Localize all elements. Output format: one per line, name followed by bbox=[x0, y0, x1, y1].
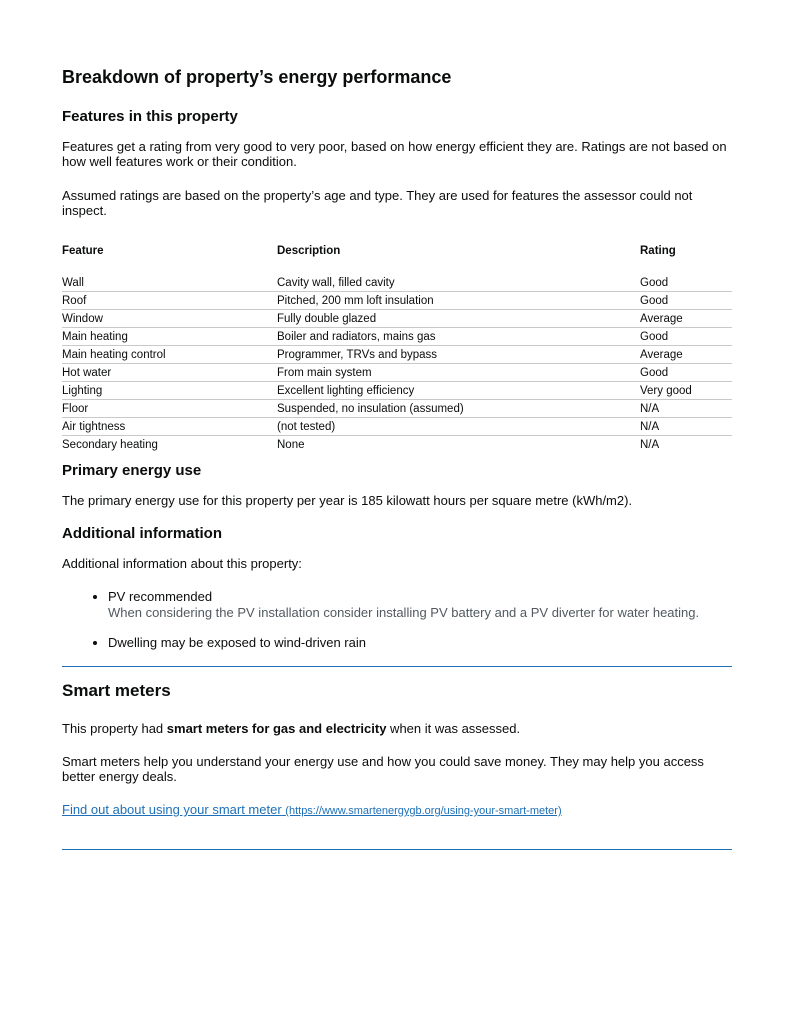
rating-cell: Good bbox=[640, 364, 732, 382]
description-cell: Suspended, no insulation (assumed) bbox=[277, 400, 640, 418]
features-intro-paragraph: Features get a rating from very good to very poor, based on how energy efficient they are. Ratings are not based on how well features work or their condition. bbox=[62, 139, 727, 169]
list-item bbox=[108, 635, 732, 650]
smart-meter-link[interactable] bbox=[62, 802, 562, 817]
table-row bbox=[62, 436, 732, 454]
list-item-text: PV recommended bbox=[108, 589, 213, 604]
rating-cell: N/A bbox=[640, 400, 732, 418]
primary-energy-heading: Primary energy use bbox=[62, 462, 202, 479]
column-header-rating: Rating bbox=[640, 245, 676, 257]
rating-cell: Good bbox=[640, 328, 732, 346]
feature-cell: Main heating control bbox=[62, 346, 277, 364]
table-header-row bbox=[62, 241, 732, 261]
feature-cell: Wall bbox=[62, 274, 277, 292]
description-cell: Excellent lighting efficiency bbox=[277, 382, 640, 400]
feature-cell: Air tightness bbox=[62, 418, 277, 436]
rating-cell: Average bbox=[640, 346, 732, 364]
additional-info-intro: Additional information about this property: bbox=[62, 556, 302, 571]
description-cell: Cavity wall, filled cavity bbox=[277, 274, 640, 292]
assumed-ratings-paragraph: Assumed ratings are based on the property’s age and type. They are used for features the assessor could not inspect. bbox=[62, 188, 693, 218]
smart-meters-text-before: This property had bbox=[62, 721, 167, 736]
smart-meters-heading: Smart meters bbox=[62, 681, 171, 700]
feature-cell: Main heating bbox=[62, 328, 277, 346]
table-row bbox=[62, 364, 732, 382]
table-row bbox=[62, 400, 732, 418]
list-item-detail: When considering the PV installation consider installing PV battery and a PV diverter for water heating. bbox=[108, 605, 700, 620]
rating-cell: Good bbox=[640, 292, 732, 310]
table-row bbox=[62, 310, 732, 328]
additional-info-heading: Additional information bbox=[62, 525, 222, 542]
description-cell: Programmer, TRVs and bypass bbox=[277, 346, 640, 364]
feature-cell: Secondary heating bbox=[62, 438, 158, 451]
smart-meters-status-paragraph bbox=[62, 721, 732, 736]
table-row bbox=[62, 328, 732, 346]
features-table bbox=[62, 241, 732, 453]
smart-meters-info-paragraph: Smart meters help you understand your energy use and how you could save money. They may help you access better energy deals. bbox=[62, 754, 704, 784]
feature-cell: Window bbox=[62, 310, 277, 328]
description-cell: Fully double glazed bbox=[277, 310, 640, 328]
table-row bbox=[62, 346, 732, 364]
additional-info-list bbox=[62, 589, 732, 665]
table-row bbox=[62, 292, 732, 310]
smart-meter-link-text: Find out about using your smart meter bbox=[62, 802, 282, 817]
description-cell: (not tested) bbox=[277, 418, 640, 436]
table-row bbox=[62, 418, 732, 436]
smart-meters-text-after: when it was assessed. bbox=[386, 721, 521, 736]
features-heading: Features in this property bbox=[62, 108, 238, 125]
page-title: Breakdown of property’s energy performance bbox=[62, 67, 452, 87]
rating-cell: Average bbox=[640, 310, 732, 328]
description-cell: Boiler and radiators, mains gas bbox=[277, 328, 640, 346]
table-row bbox=[62, 382, 732, 400]
smart-meter-link-url: (https://www.smartenergygb.org/using-your-smart-meter) bbox=[285, 805, 562, 817]
primary-energy-text: The primary energy use for this property per year is 185 kilowatt hours per square metre (kWh/m2). bbox=[62, 493, 633, 508]
section-divider bbox=[62, 849, 732, 850]
feature-cell: Hot water bbox=[62, 364, 277, 382]
rating-cell: N/A bbox=[640, 418, 732, 436]
smart-meters-bold-text: smart meters for gas and electricity bbox=[166, 721, 387, 736]
table-row bbox=[62, 274, 732, 292]
column-header-feature: Feature bbox=[62, 245, 104, 257]
rating-cell: Good bbox=[640, 274, 732, 292]
rating-cell: Very good bbox=[640, 382, 732, 400]
description-cell: None bbox=[277, 438, 305, 451]
feature-cell: Roof bbox=[62, 292, 277, 310]
feature-cell: Floor bbox=[62, 400, 277, 418]
feature-cell: Lighting bbox=[62, 382, 277, 400]
description-cell: From main system bbox=[277, 364, 640, 382]
column-header-description: Description bbox=[277, 245, 341, 257]
list-item-text: Dwelling may be exposed to wind-driven rain bbox=[108, 635, 366, 650]
section-divider bbox=[62, 666, 732, 667]
rating-cell: N/A bbox=[640, 438, 660, 451]
list-item bbox=[108, 589, 732, 620]
description-cell: Pitched, 200 mm loft insulation bbox=[277, 292, 640, 310]
